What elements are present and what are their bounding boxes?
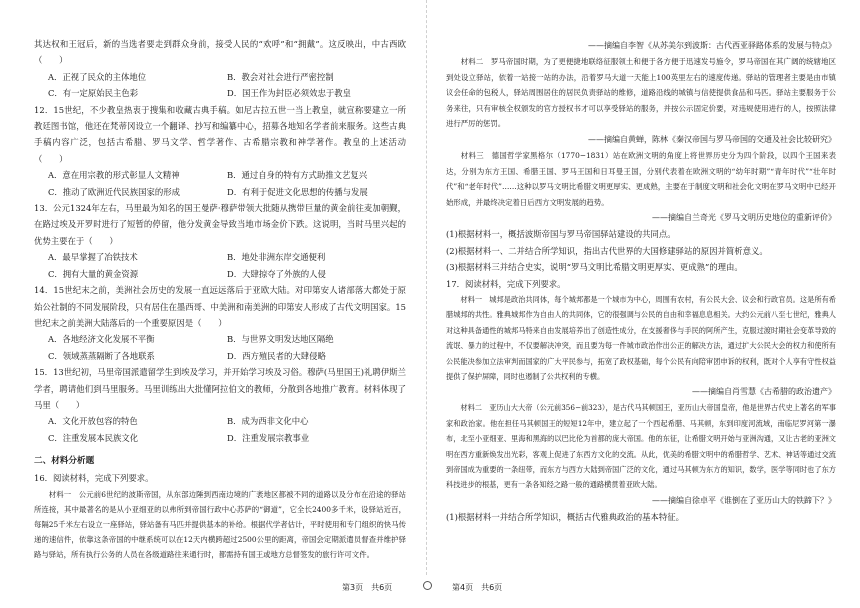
option-a: A．文化开放包容的特色 xyxy=(48,416,138,427)
question-12-options xyxy=(34,167,406,200)
source-citation: ——摘编自李智《从苏美尔到波斯：古代西亚驿路体系的发展与特点》 xyxy=(588,41,836,50)
question-15: 15．13世纪初，马里帝国派遣留学生到埃及学习，并开始学习埃及习俗。穆萨(马里国王)礼聘伊斯兰学者，聘请他们到马里服务。马里训练出大批懂阿拉伯文的教师，分散到各地推广教育。材料体现了马里（ ） xyxy=(34,367,406,410)
option-b: B．教会对社会进行严密控制 xyxy=(227,71,334,82)
source-citation: ——摘编自肖雪慧《古希腊的政治遗产》 xyxy=(692,387,836,397)
option-d: D．有利于促进文化思想的传播与发展 xyxy=(227,186,368,197)
sub-question: (2)根据材料一、二并结合所学知识，指出古代世界的大国修建驿站的原因并简析意义。 xyxy=(446,245,768,256)
sub-question: (1)根据材料一并结合所学知识，概括古代雅典政治的基本特征。 xyxy=(446,511,684,522)
option-b: B．通过自身的特有方式助推文艺复兴 xyxy=(227,170,368,181)
option-a: A．最早掌握了冶铁技术 xyxy=(48,252,138,263)
option-a: A．意在用宗教的形式彰显人文精神 xyxy=(48,170,180,181)
page-4 xyxy=(446,0,836,608)
option-a: A．正视了民众的主体地位 xyxy=(48,71,147,82)
question-13: 13．公元1324年左右，马里最为知名的国王曼萨·穆萨带领大批随从携带巨量的黄金前往麦加朝觐，在路过埃及开罗时进行了短暂的停留，他分发黄金导致当地市场金价下跌。这说明，当时马里兴起的优势主要在于（ ） xyxy=(34,203,406,246)
option-c: C．有一定原始民主色彩 xyxy=(48,88,139,99)
question-15-options xyxy=(34,413,406,446)
option-b: B．成为西非文化中心 xyxy=(227,416,309,427)
option-d: D．注重发展宗教事业 xyxy=(227,432,310,443)
question-14-options xyxy=(34,331,406,364)
source-citation: ——摘编自兰奇光《罗马文明历史地位的重新评价》 xyxy=(652,213,836,223)
material-1: 材料一 公元前6世纪的波斯帝国，从东部边陲到西南边境的广袤地区都被不同的道路以及分布在沿途的驿站所连接，其中最著名的是从小亚细亚的以弗所到帝国行政中心苏萨的“御道”，它全长2400多千米，设驿站近百，每隔25千米左右设立一座驿站，驿站备有马匹并提供基本的补给。根据代学者估计，平时使用和专门组织的快马传递的速信件，依靠这条帝国的中继系统可以在12天内横跨超过2500公里的距离，帝国会定期派遣员督查并维护驿路与驿站，所有执行公务的人员在各级道路往来通行时，都需持有国王或地方总督签发的旅行许可文件。 xyxy=(34,489,406,560)
question-17: 17．阅读材料，完成下列要求。 xyxy=(446,278,566,289)
question-11-options xyxy=(34,69,406,102)
source-citation: ——摘编自徐卓平《谁倒在了亚历山大的铁蹄下？》 xyxy=(652,495,836,505)
option-b: B．与世界文明发达地区隔绝 xyxy=(227,334,334,345)
option-d: D．大肆掠夺了外族的人侵 xyxy=(227,268,326,279)
material-3: 材料三 德国哲学家黑格尔（1770−1831）站在欧洲文明的角度上将世界历史分为四个阶段，以四个王国来表达，分别为东方王国、希腊王国、罗马王国和日耳曼王国，分别代表着在欧洲文明的“幼年时期”“青年时代”“壮年时代”和“老年时代”……这种以罗马文明比希腊文明更厚实、更成熟，主要在于制度文明和社会化文明在罗马文明中已经开始形成，并最终决定着日后西方文明发展的趋势。 xyxy=(446,150,836,207)
binding-hole-icon xyxy=(423,581,432,590)
option-c: C．拥有大量的黄金资源 xyxy=(48,268,139,279)
option-d: D．国王作为封臣必须效忠于教皇 xyxy=(227,88,351,99)
source-citation: ——摘编自黄蝉，陈林《秦汉帝国与罗马帝国的交通及社会比较研究》 xyxy=(588,134,836,144)
question-13-options xyxy=(34,249,406,282)
page-3 xyxy=(34,0,406,608)
question-14: 14．15世纪末之前，美洲社会历史的发展一直远远落后于亚欧大陆。对印第安人诸部落大都处于原始公社制的不同发展阶段，只有居住在墨西哥、中美洲和南美洲的印第安人形成了古代文明国家。15世纪末之前美洲大陆落后的一个重要原因是（ ） xyxy=(34,285,406,328)
question-11-tail: 其达权和王冠后，新的当选者要走到群众身前，接受人民的“欢呼”和“拥戴”。这反映出，中古西欧（ ） xyxy=(34,39,406,66)
section-heading: 二、材料分析题 xyxy=(34,456,95,467)
question-12: 12．15世纪，不少教皇热衷于搜集和收藏古典手稿。如尼古拉五世一当上教皇，就宣称要建立一所教廷图书馆，他还在梵蒂冈设立一个翻译、抄写和编纂中心，招募各地知名学者前来服务。这些古典手稿内容广泛，包括古希腊、罗马文学、哲学著作、古希腊宗教和神学著作。教皇的上述活动（ ） xyxy=(34,104,406,164)
material-5: 材料二 亚历山大大帝（公元前356−前323），是古代马其顿国王，亚历山大帝国皇帝，他是世界古代史上著名的军事家和政治家。他在担任马其顿国王的短短12年中，建立起了一个西起希腊、马其顿，东到印度河流域，南临尼罗河第一瀑布，北至小亚细亚、里海和黑海的以巴比伦为首都的庞大帝国。他的东征，让希腊文明开始与亚洲沟通，又让古老的亚洲文明在西方重新焕发出光彩，客观上促进了东西方文化的交流。从此，优美的希腊文明中的希腊哲学、艺术、神话等通过交流到帝国成为重要的一条纽带，而东方与西方大陆到帝国广泛的文化，通过马其顿为东方的知识，数学，医学等同时也了东方科技进步的根基，更有一条各知经之路一般的通路横贯着亚欧大陆。 xyxy=(446,403,836,490)
option-c: C．领域蒸蒸隔断了各地联系 xyxy=(48,350,155,361)
option-c: C．推动了欧洲近代民族国家的形成 xyxy=(48,186,181,197)
option-c: C．注重发展本民族文化 xyxy=(48,432,139,443)
material-4: 材料一 城邦是政治共同体，每个城邦都是一个城市为中心，周围有农村，有公民大会、议会和行政官员。这是所有希腊城邦的共性。雅典城邦作为自由人的共同体，它的很强调与公民的自由和幸福息息相关。大约公元前八至七世纪，雅典人对这种具备通性的城邦马特来自由发展培养出了创造性成分，在支援奢侈与手民的阿所产生，克服过渡时期社会变革导致的流氓、暴力的过程中，不仅要解决冲突，而且要为每一件城市政治作出公正的解决方法，通过扩大公民大会的权力和使所有公民能决参加立法审判而国家的广大平民参与，拓宽了政权基础，每个公民有向陪审团申诉的权利，既对个人享有守性权益提供了保护屏障，同时也遏制了公共权利的专横。 xyxy=(446,294,836,381)
page-divider xyxy=(426,0,427,575)
question-16: 16．阅读材料，完成下列要求。 xyxy=(34,473,154,484)
material-2: 材料二 罗马帝国时期，为了更便捷地联络征服领土和便于各方便于迅速发号施令，罗马帝国在其广阔的统辖地区到处设立驿站，依着一站接一站的办法，沿着罗马大道一天能上100英里左右的速度传递。驿站的管理者主要是由市镇议会任命的包税人，驿站周围居住的居民负责驿站的维修，道路沿线的城镇与信使提供食品和马匹。驿站主要服务于公务来往，只有审核全权颁发的官方授权书才可以享受驿站的服务，并按公示固定价要，对违规使用进行的人，按照法律进行严厉的惩罚。 xyxy=(446,57,836,129)
page-number-left: 第3页 共6页 xyxy=(342,583,393,592)
page-number-right: 第4页 共6页 xyxy=(452,583,503,592)
sub-question: (3)根据材料三并结合史实，说明“罗马文明比希腊文明更厚实、更成熟”的理由。 xyxy=(446,262,743,273)
option-a: A．各地经济文化发展不平衡 xyxy=(48,334,155,345)
option-b: B．地处非洲东岸交通便利 xyxy=(227,252,326,263)
option-d: D．西方殖民者的大肆侵略 xyxy=(227,350,326,361)
sub-question: (1)根据材料一，概括波斯帝国与罗马帝国驿站建设的共同点。 xyxy=(446,229,676,240)
